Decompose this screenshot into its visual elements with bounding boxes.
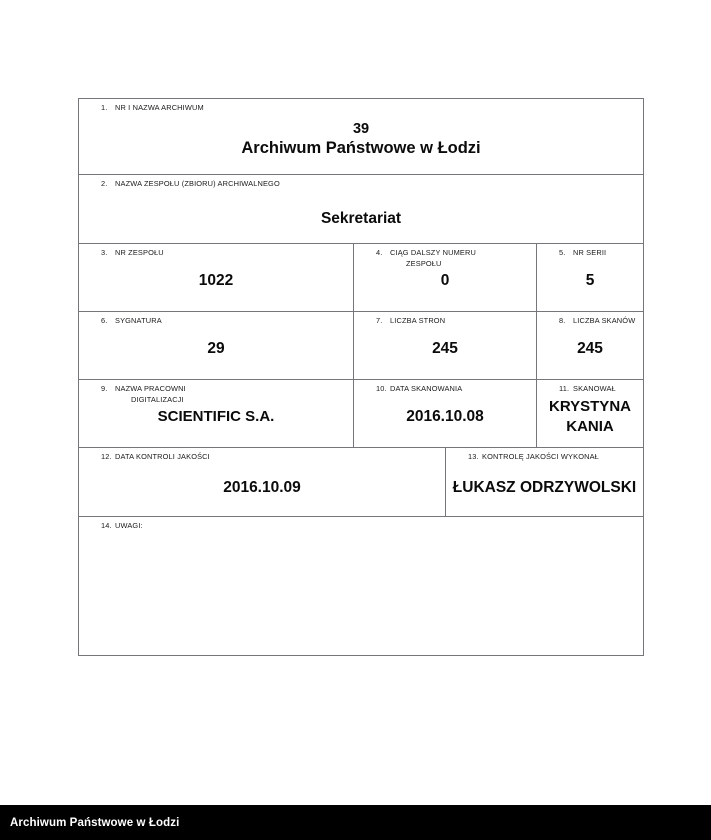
field-cell-page-count [354, 312, 537, 380]
field-value-archive-number: 39 [352, 120, 370, 137]
field-number: 10. [376, 384, 387, 393]
field-value-fonds-number: 1022 [198, 271, 234, 289]
field-number: 1. [101, 103, 108, 112]
field-label-text: NR I NAZWA ARCHIWUM [115, 103, 204, 112]
field-cell-scan-date [354, 380, 537, 448]
field-value-signature: 29 [207, 339, 225, 357]
field-label-text: SYGNATURA [115, 316, 162, 325]
field-value-series-number: 5 [585, 271, 595, 289]
field-label-text-line2: ZESPOŁU [406, 258, 442, 268]
field-label-fonds-name [85, 179, 637, 190]
field-value-fonds-name: Sekretariat [320, 209, 402, 227]
field-label-scan-date [360, 384, 530, 395]
field-label-text: LICZBA SKANÓW [573, 316, 636, 325]
field-number: 7. [376, 316, 383, 325]
field-number: 3. [101, 248, 108, 257]
field-number: 6. [101, 316, 108, 325]
field-label-fonds-number-cont [360, 248, 530, 259]
field-label-scanned-by [543, 384, 637, 395]
table-row [79, 244, 644, 312]
field-label-text: SKANOWAŁ [573, 384, 616, 393]
field-cell-qc-date [79, 448, 446, 517]
field-number: 4. [376, 248, 383, 257]
field-label-fonds-number [85, 248, 347, 259]
field-value-scanned-by: KRYSTYNA KANIA [549, 397, 631, 435]
viewer-footer-bar [0, 805, 711, 840]
field-label-text: CIĄG DALSZY NUMERU [390, 248, 476, 257]
field-label-text: DATA SKANOWANIA [390, 384, 463, 393]
field-label-page-count [360, 316, 530, 327]
archival-metadata-table [78, 98, 644, 656]
field-cell-signature [79, 312, 354, 380]
table-row [79, 517, 644, 656]
field-label-series-number [543, 248, 637, 259]
field-cell-digitization-lab [79, 380, 354, 448]
field-cell-series-number [537, 244, 644, 312]
field-cell-fonds-name [79, 175, 644, 244]
field-label-digitization-lab [85, 384, 347, 395]
field-value-scan-count: 245 [577, 339, 603, 357]
field-label-text: NAZWA ZESPOŁU (ZBIORU) ARCHIWALNEGO [115, 179, 280, 188]
field-label-text: KONTROLĘ JAKOŚCI WYKONAŁ [482, 452, 599, 461]
field-label-text: DATA KONTROLI JAKOŚCI [115, 452, 210, 461]
field-number: 2. [101, 179, 108, 188]
field-number: 8. [559, 316, 566, 325]
field-label-qc-date [85, 452, 439, 463]
field-cell-fonds-number-cont [354, 244, 537, 312]
field-cell-scanned-by [537, 380, 644, 448]
field-value-fonds-number-cont: 0 [440, 272, 450, 289]
field-value-digitization-lab: SCIENTIFIC S.A. [157, 408, 275, 425]
field-number: 5. [559, 248, 566, 257]
field-value-qc-date: 2016.10.09 [223, 478, 301, 496]
field-cell-fonds-number [79, 244, 354, 312]
field-label-text: LICZBA STRON [390, 316, 446, 325]
field-value-page-count: 245 [432, 339, 458, 357]
field-cell-remarks [79, 517, 644, 656]
table-row [79, 312, 644, 380]
field-label-archive [85, 103, 637, 114]
field-label-signature [85, 316, 347, 327]
field-label-text: UWAGI: [115, 521, 143, 530]
field-value-qc-by: ŁUKASZ ODRZYWOLSKI [452, 478, 637, 496]
field-label-text-line2: DIGITALIZACJI [131, 394, 184, 404]
field-cell-scan-count [537, 312, 644, 380]
field-label-scan-count [543, 316, 637, 327]
field-label-text: NR SERII [573, 248, 607, 257]
field-cell-qc-by [446, 448, 644, 517]
field-value-archive-name: Archiwum Państwowe w Łodzi [241, 138, 481, 157]
field-number: 14. [101, 521, 112, 530]
field-value-scan-date: 2016.10.08 [406, 407, 484, 425]
field-label-text: NR ZESPOŁU [115, 248, 164, 257]
table-row [79, 448, 644, 517]
table-row [79, 380, 644, 448]
table-row [79, 175, 644, 244]
field-number: 9. [101, 384, 108, 393]
field-cell-archive [79, 99, 644, 175]
field-label-text: NAZWA PRACOWNI [115, 384, 186, 393]
viewer-footer-title: Archiwum Państwowe w Łodzi [10, 816, 180, 829]
field-number: 12. [101, 452, 112, 461]
field-number: 11. [559, 384, 570, 393]
field-label-remarks [85, 521, 637, 532]
field-label-qc-by [452, 452, 637, 463]
field-number: 13. [468, 452, 479, 461]
table-row [79, 99, 644, 175]
